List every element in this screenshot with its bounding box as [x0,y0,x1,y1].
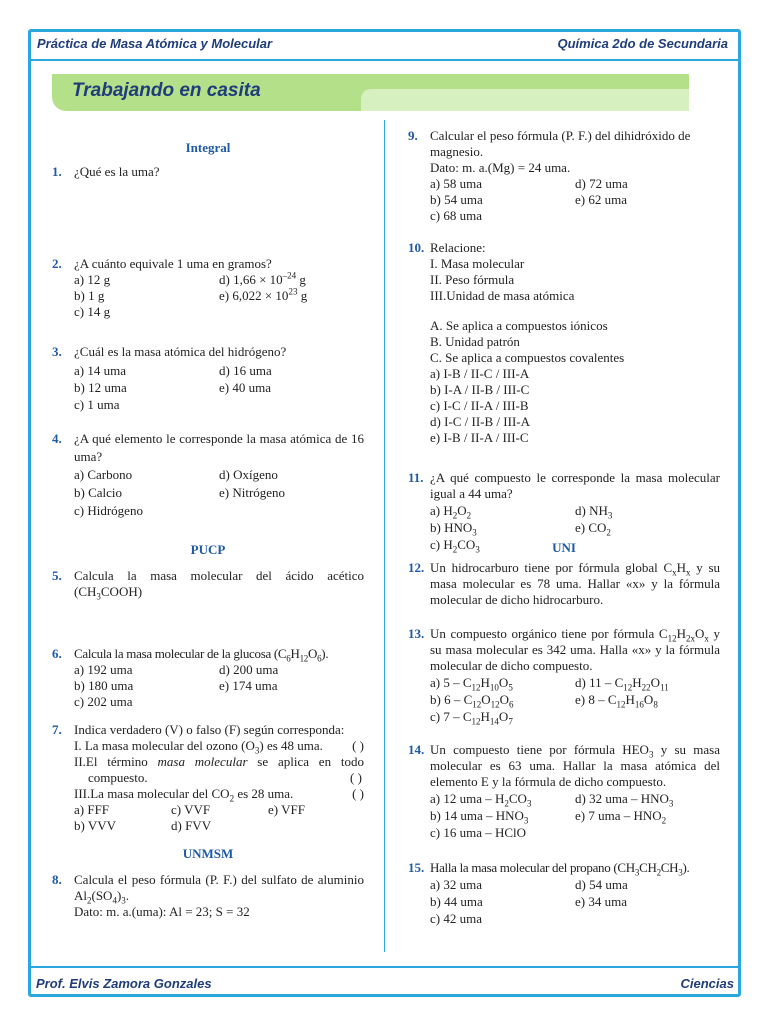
text-part: H [480,675,490,690]
option-c[interactable] [430,536,575,553]
option-e[interactable]: e) 174 uma [219,678,278,693]
option-e[interactable] [575,691,720,708]
question-number: 2. [52,256,62,271]
text-part: III.La masa molecular del CO [74,786,230,801]
subscript: 10 [489,682,499,693]
subscript: 3 [475,544,480,555]
text-part: CO [508,791,527,806]
subscript: 3 [668,798,674,809]
option-c[interactable] [430,708,575,725]
option-b[interactable] [430,807,575,824]
question-number: 1. [52,164,62,179]
option-b[interactable]: b) I-A / II-B / III-C [430,382,530,397]
text-part: . [125,888,130,903]
subscript: 3 [121,895,126,906]
text-part: a) H [430,503,453,518]
text-part: CH [639,860,657,875]
banner [52,74,689,111]
option-e[interactable] [219,288,364,304]
option-b[interactable] [430,691,575,708]
subscript: 2 [452,544,458,555]
text-part: a) 12 uma – H [430,791,505,806]
question-text: ¿A cuánto equivale 1 uma en gramos? [74,256,272,271]
question-text [74,646,364,662]
question-text [74,872,364,904]
subscript: 2 [661,815,667,826]
options [430,502,720,553]
option-c[interactable]: c) 16 uma – HClO [430,825,527,840]
option-b[interactable]: b) Calcio [74,485,123,500]
question-number: 9. [408,128,418,143]
left-column [52,140,364,920]
option-a[interactable]: a) 58 uma [430,176,482,191]
option-a[interactable]: a) 12 g [74,272,111,287]
option-e[interactable]: e) 62 uma [575,192,627,207]
question-text: ¿Cuál es la masa atómica del hidrógeno? [74,344,287,359]
option-a[interactable] [430,674,575,691]
option-e[interactable] [575,807,720,824]
option-c[interactable]: c) Hidrógeno [74,503,143,518]
subscript: 2 [656,867,661,878]
text-part: Un hidrocarburo tiene por fórmula global C [430,560,673,575]
section-integral: Integral [185,140,231,155]
option-d[interactable]: d) 72 uma [575,176,628,191]
text-part: CO [457,537,476,552]
question-text [430,742,720,790]
question-12 [408,560,720,626]
option-c[interactable]: c) I-C / II-A / III-B [430,398,529,413]
text-part: O [457,503,467,518]
question-data: Dato: m. a.(uma): Al = 23; S = 32 [74,904,250,919]
option-c[interactable]: c) VVF [171,802,211,817]
question-15 [408,860,720,927]
right-column [408,128,720,927]
text-part: d) NH [575,503,608,518]
option-b[interactable]: b) VVV [74,818,117,833]
question-number: 11. [408,470,424,485]
text-part: Un compuesto tiene por fórmula HEO [430,742,649,757]
option-d[interactable]: d) Oxígeno [219,467,278,482]
question-2 [52,256,364,318]
subscript: 6 [286,653,291,664]
relation-2: II. Peso fórmula [430,272,515,287]
option-e[interactable]: e) VFF [268,802,305,817]
option-b[interactable]: b) 44 uma [430,894,483,909]
text-part: O [498,675,509,690]
subscript: 12 [471,682,481,693]
option-a[interactable] [430,502,575,519]
subscript: x [704,633,709,644]
question-9 [408,128,720,240]
option-d[interactable] [575,502,720,519]
text-part: ). [321,646,329,661]
text-part: Calcula el peso fórmula (P. F.) del sulfato de aluminio Al [74,872,364,903]
option-b[interactable]: b) 12 uma [74,380,127,395]
relation-3: III.Unidad de masa atómica [430,288,575,303]
subscript: 2 [606,527,611,538]
options [74,802,364,834]
option-d[interactable] [575,790,720,807]
text-part: O [650,675,661,690]
text-part: H [480,709,490,724]
question-number: 6. [52,646,62,661]
question-8 [52,872,364,920]
statement-ii: II.El término masa molecular se aplica en todo compuesto. ( ) [74,754,364,785]
option-e[interactable]: e) 40 uma [219,380,271,395]
subscript: 3 [648,749,654,760]
option-d[interactable]: d) I-C / II-B / III-A [430,414,530,429]
question-number: 4. [52,431,62,446]
option-d[interactable]: d) 54 uma [575,877,628,892]
question-number: 7. [52,722,62,737]
subscript: 2 [87,895,92,906]
text-part: II.El término [74,754,158,769]
question-6 [52,646,364,722]
header-left: Práctica de Masa Atómica y Molecular [37,36,273,51]
match-c: C. Se aplica a compuestos covalentes [430,350,625,365]
text-part: ). [682,860,690,875]
match-b: B. Unidad patrón [430,334,520,349]
question-text: ¿A qué compuesto le corresponde la masa molecular igual a 44 uma? [430,470,720,501]
text-part: H [625,692,635,707]
subscript: 12 [472,699,482,710]
subscript: 12 [667,633,677,644]
text-part: y su masa molecular es 78 uma. Hallar «x» y la fórmula molecular de dicho hidrocarburo. [430,560,721,607]
option-c[interactable]: c) 202 uma [74,694,133,709]
text-part: I. La masa molecular del ozono (O [74,738,255,753]
question-4 [52,430,364,542]
text-part: b) 6 – C [430,692,473,707]
text-part: O [498,709,509,724]
text-part: H [676,626,686,641]
option-e[interactable] [575,519,720,536]
banner-title: Trabajando en casita [72,80,261,101]
text-italic: masa molecular [157,754,248,769]
text-part: H [676,560,687,575]
subscript: 7 [508,716,513,727]
question-10 [408,240,720,470]
answer-blank[interactable]: ( ) [352,738,364,753]
question-number: 8. [52,872,62,887]
text-part: H [632,675,642,690]
question-11 [408,470,720,556]
text-part: O [499,692,510,707]
text-part: O [308,646,318,661]
question-number: 13. [408,626,425,641]
question-number: 14. [408,742,425,757]
subscript: 3 [678,867,683,878]
subscript: 2 [504,798,509,809]
text-part: b) 14 uma – HNO [430,808,524,823]
subscript: 14 [489,716,499,727]
subscript: 2x [686,633,695,644]
match-a: A. Se aplica a compuestos iónicos [430,318,608,333]
question-text: Indica verdadero (V) o falso (F) según corresponda: [74,722,345,737]
option-c[interactable]: c) 14 g [74,304,111,319]
subscript: 16 [634,699,644,710]
text-part: Halla la masa molecular del propano (CH [430,860,635,875]
question-number: 15. [408,860,425,875]
question-13 [408,626,720,742]
subscript: 12 [490,699,500,710]
question-text [74,568,364,600]
option-a[interactable]: a) I-B / II-C / III-A [430,366,530,381]
options [74,272,364,320]
option-a[interactable]: a) 192 uma [74,662,133,677]
option-c[interactable]: c) 42 uma [430,911,482,926]
subscript: 12 [623,682,633,693]
subscript: 22 [641,682,651,693]
question-text: Calcular el peso fórmula (P. F.) del dihidróxido de magnesio. [430,128,691,159]
text-part: e) CO [575,520,607,535]
banner-band [361,89,689,111]
text-part: O [695,626,705,641]
subscript: 12 [471,716,481,727]
text-part: e) 8 – C [575,692,617,707]
footer-subject: Ciencias [680,976,734,991]
subscript: 2 [466,510,472,521]
subscript: 3 [523,815,529,826]
subscript: 3 [254,745,260,756]
options [430,674,720,725]
options [430,790,720,841]
question-data: Dato: m. a.(Mg) = 24 uma. [430,160,571,175]
section-unmsm: UNMSM [182,846,234,861]
option-b[interactable] [430,519,575,536]
text-part: d) 11 – C [575,675,624,690]
question-text [430,560,720,608]
subscript: 11 [660,682,669,693]
question-number: 3. [52,344,62,359]
subscript: 5 [508,682,513,693]
subscript: 3 [472,527,477,538]
option-d[interactable]: d) 16 uma [219,363,272,378]
statement-iii [74,786,364,802]
option-e[interactable]: e) I-B / II-A / III-C [430,430,529,445]
text-part: O [481,692,491,707]
option-b[interactable]: b) 1 g [74,288,105,303]
header-right: Química 2do de Secundaria [557,36,728,51]
subscript: 6 [509,699,514,710]
question-number: 12. [408,560,425,575]
answer-blank[interactable]: ( ) [352,786,364,801]
text-part: H [290,646,300,661]
options [430,176,720,224]
option-e-exp: 23 [288,286,298,297]
subscript: 2 [229,793,235,804]
text-part: a) 5 – C [430,675,472,690]
option-e[interactable]: e) 34 uma [575,894,627,909]
option-a[interactable]: a) 14 uma [74,363,126,378]
text-part: COOH) [100,584,143,599]
option-a[interactable]: a) Carbono [74,467,133,482]
text-part: Calcula la masa molecular del ácido acético (CH [74,568,364,599]
subscript: 6 [317,653,322,664]
text-part: y su masa molecular es 63 uma. Hallar la masa atómica del elemento E y la fórmula de dicho compuesto. [430,742,720,789]
text-part: y su masa molecular es 342 uma. Halla «x» y la fórmula molecular de dicho compuesto. [430,626,721,673]
question-5 [52,568,364,646]
option-a[interactable]: a) FFF [74,802,110,817]
subscript: 3 [526,798,532,809]
question-text [430,860,720,876]
text-part: Un compuesto orgánico tiene por fórmula C [430,626,668,641]
text-part: O [643,692,654,707]
subscript: 3 [634,867,640,878]
question-1 [52,164,364,260]
option-d[interactable] [575,674,720,691]
option-d-base: d) 1,66 × 10 [219,272,283,287]
option-e-base: e) 6,022 × 10 [219,288,289,303]
column-divider [384,120,385,952]
text-part: CH [660,860,679,875]
subscript: x [672,567,677,578]
relation-1: I. Masa molecular [430,256,525,271]
question-3 [52,344,364,430]
option-d-exp: –24 [282,270,297,281]
subscript: 2 [452,510,458,521]
question-number: 5. [52,568,62,583]
text-part: c) H [430,537,453,552]
header-rule [31,59,738,61]
text-part: c) 7 – C [430,709,472,724]
question-text: ¿Qué es la uma? [74,164,160,179]
option-d[interactable]: d) FVV [171,818,212,833]
option-e[interactable]: e) Nitrógeno [219,485,286,500]
subscript: 3 [607,510,613,521]
subscript: 3 [96,591,101,602]
subscript: 8 [653,699,658,710]
option-e-unit: g [297,288,308,303]
option-b[interactable]: b) 180 uma [74,678,134,693]
text-part: es 28 uma. [234,786,294,801]
text-part: e) 7 uma – HNO [575,808,662,823]
options [74,362,364,413]
subscript: 4 [112,895,117,906]
text-part: (SO [91,888,113,903]
text-part: ) [116,888,122,903]
text-part: se aplica en todo compuesto. [88,754,364,785]
question-text: Relacione: [430,240,486,255]
option-a[interactable]: a) 32 uma [430,877,482,892]
text-part: d) 32 uma – HNO [575,791,669,806]
subscript: 12 [616,699,626,710]
option-c[interactable]: c) 68 uma [430,208,482,223]
option-c[interactable]: c) 1 uma [74,397,120,412]
statement-i [74,738,364,754]
options [74,662,364,710]
footer-author: Prof. Elvis Zamora Gonzales [36,976,212,991]
question-number: 10. [408,240,425,255]
footer-rule [31,966,738,968]
text-part: ) es 48 uma. [259,738,323,753]
question-7 [52,722,364,846]
options [430,876,720,927]
option-b[interactable]: b) 54 uma [430,192,483,207]
question-14 [408,742,720,860]
question-text [430,626,720,674]
section-uni: UNI [552,540,576,555]
subscript: x [686,567,691,578]
option-d[interactable]: d) 200 uma [219,662,279,677]
question-text: ¿A qué elemento le corresponde la masa atómica de 16 uma? [74,431,364,464]
options [74,466,364,520]
option-d[interactable] [219,272,364,288]
text-part: Calcula la masa molecular de la glucosa (C [74,646,287,661]
option-a[interactable] [430,790,575,807]
option-d-unit: g [296,272,306,287]
section-pucp: PUCP [190,542,226,557]
subscript: 12 [299,653,308,664]
text-part: b) HNO [430,520,473,535]
